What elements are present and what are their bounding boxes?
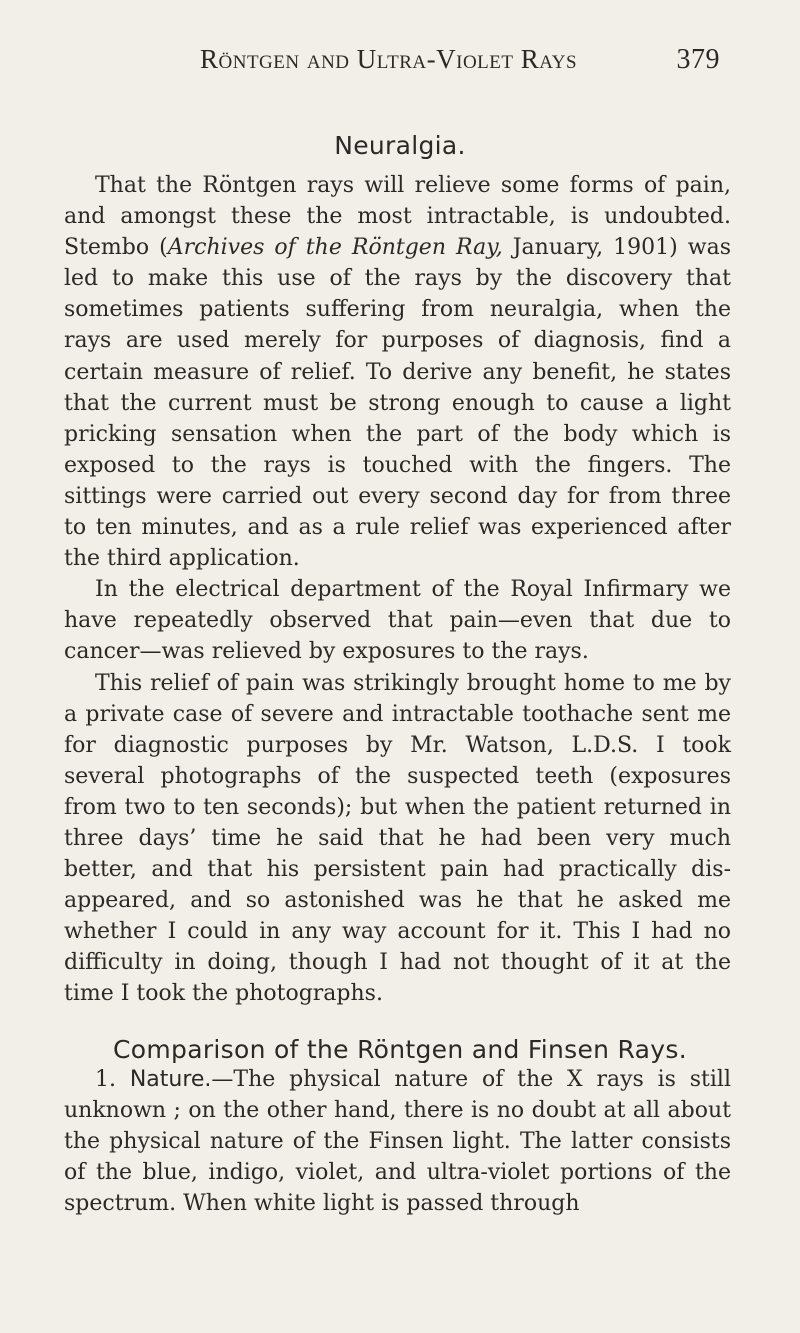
- paragraph-toothache-case: This relief of pain was strikingly brought home to me by a private case of severe and intractable toothache sent me for diagnostic purposes by Mr. Watson, L.D.S. I took several photographs of the suspected teeth (exposures from two to ten seconds); but when the patient returned in three days’ time he said that he had been very much better, and that his persistent pain had practically disappeared, and so astonished was he that he asked me whether I could in any way account for it. This I had no difficulty in doing, though I had not thought of it at the time I took the photographs.: [64, 670, 731, 1007]
- section-heading-comparison: Comparison of the Röntgen and Finsen Rays.: [113, 1035, 687, 1064]
- paragraph-royal-infirmary: In the electrical department of the Royal Infirmary we have repeatedly observed that pain—even that due to cancer—was relieved by exposures to the rays.: [64, 577, 731, 665]
- item-number: 1.: [95, 1067, 116, 1092]
- paragraph-text: January, 1901) was led to make this use of the rays by the discovery that sometimes patients suffering from neuralgia, when the rays are used merely for purposes of diagnosis, find a certain measure of relief. To derive any benefit, he states that the current must be strong enough to cause a light pricking sensation when the part of the body which is exposed to the rays is touched with the fingers. The sittings were carried out every second day for from three to ten minutes, and as a rule relief was experienced after the third application.: [64, 235, 731, 572]
- neuralgia-section-body: [64, 170, 731, 1010]
- reference-title: Archives of the Röntgen Ray,: [167, 235, 503, 261]
- page-number: 379: [676, 44, 720, 75]
- running-title: Röntgen and Ultra-Violet Rays: [200, 44, 578, 74]
- section-heading-neuralgia: Neuralgia.: [334, 131, 466, 160]
- paragraph-text: That the Röntgen rays will relieve some forms of pain, and amongst these the most intractable, is undoubted. Stembo (: [64, 173, 731, 261]
- comparison-section-body: [64, 1064, 731, 1219]
- paragraph-nature: [64, 1064, 731, 1219]
- item-lead: Nature.: [129, 1067, 212, 1092]
- running-head: [200, 44, 720, 75]
- paragraph-text: —The physical nature of the X rays is still unknown ; on the other hand, there is no doubt at all about the physical nature of the Finsen light. The latter consists of the blue, indigo, violet, and ultra-violet portions of the spectrum. When white light is passed through: [64, 1067, 731, 1217]
- paragraph-stembo: [64, 170, 731, 574]
